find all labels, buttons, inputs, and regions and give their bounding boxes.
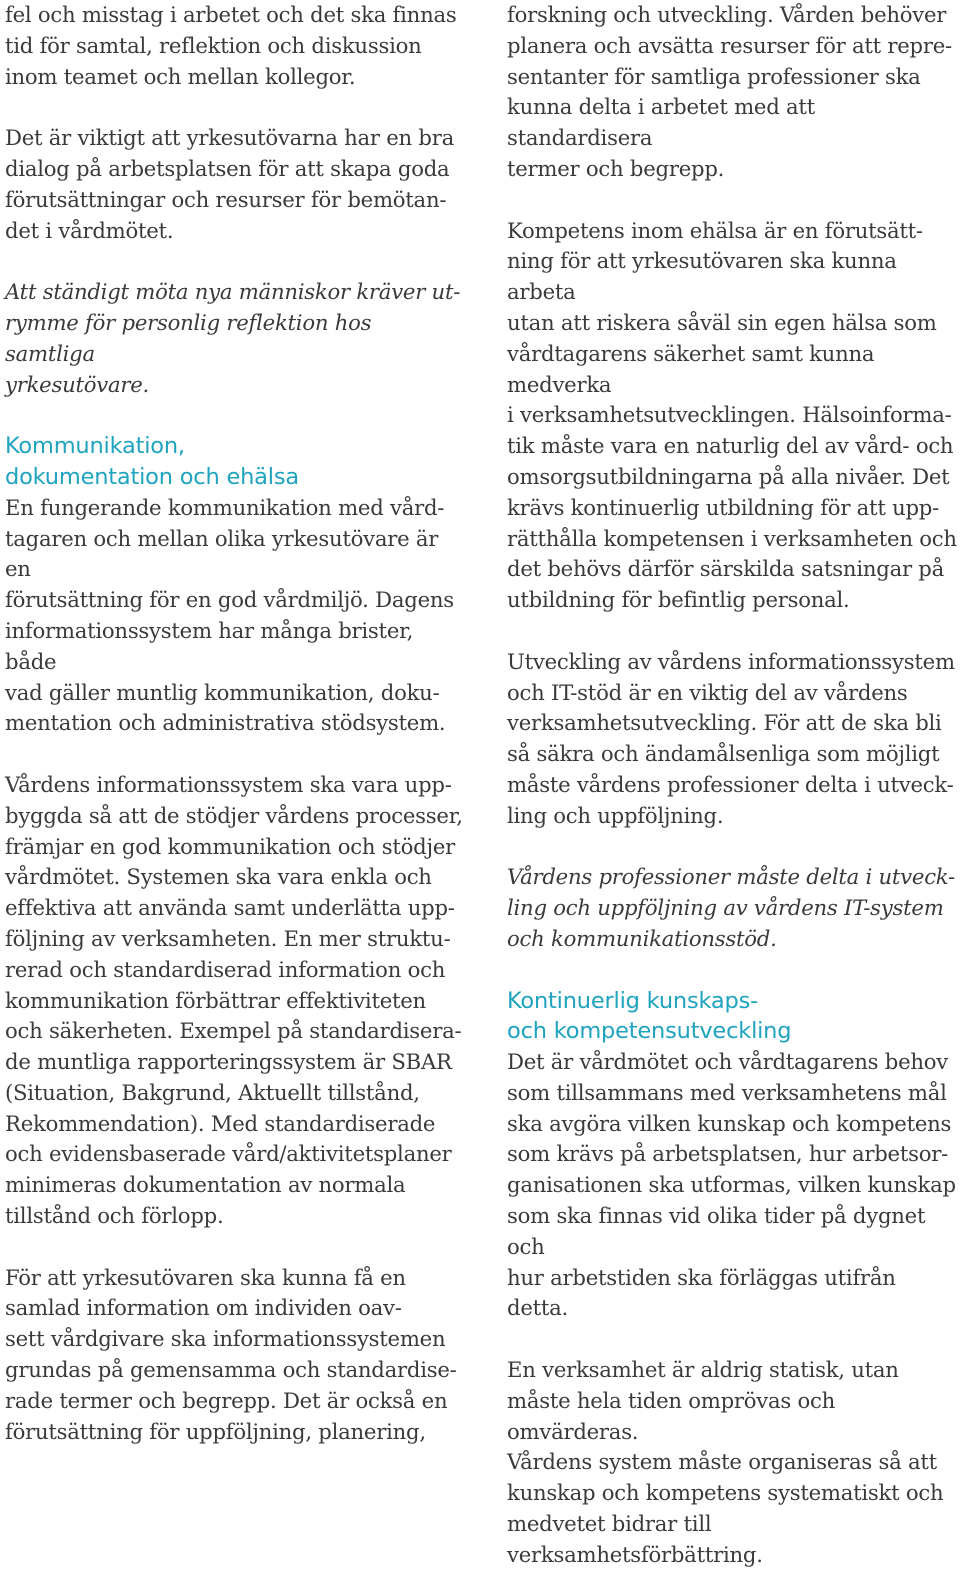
paragraph-it-development: Utveckling av vårdens informationssystem och IT-stöd är en viktig del av vårdens verksamhetsutveckling. För att de ska bli så säkra och ändamålsenliga som möjligt måste vårdens professioner delta i utveck- ling och uppföljning. (507, 648, 955, 828)
italic-quote-reflection: Att ständigt möta nya människor kräver ut- rymme för personlig reflektion hos samtliga yrkesutövare. (5, 279, 461, 397)
paragraph-communication-intro: En fungerande kommunikation med vård- tagaren och mellan olika yrkesutövare är en förutsättning för en god vårdmiljö. Dagens informationssystem har många brister, både vad gäller muntlig kommunikation, doku- mentation och administrativa stödsystem. (5, 494, 454, 736)
paragraph-ehealth-competence: Kompetens inom ehälsa är en förutsätt- ning för att yrkesutövaren ska kunna arbeta utan att riskera såväl sin egen hälsa som vårdtagarens säkerhet samt kunna medverka i verksamhetsutvecklingen. Hälsoinforma- tik måste vara en naturlig del av vård- och omsorgsutbildningarna på alla nivåer. Det krävs kontinuerlig utbildning för att upp- rätthålla kompetensen i verksamheten och det behövs därför särskilda satsningar på utbildning för befintlig personal. (507, 217, 957, 613)
section-heading-communication: Kommunikation, dokumentation och ehälsa (5, 433, 299, 490)
right-column (507, 0, 957, 1571)
paragraph-shared-terms: För att yrkesutövaren ska kunna få en samlad information om individen oav- sett vårdgivare ska informationssystemen grundas på gemensamma och standardise- rade termer och begrepp. Det är också en förutsättning för uppföljning, planering, (5, 1264, 457, 1444)
paragraph-care-meeting-needs: Det är vårdmötet och vårdtagarens behov som tillsammans med verksamhetens mål ska avgöra vilken kunskap och kompetens som krävs på arbetsplatsen, hur arbetsor- ganisationen ska utformas, vilken kunskap som ska finnas vid olika tider på dygnet och hur arbetstiden ska förläggas utifrån detta. (507, 1049, 956, 1321)
left-column (5, 0, 465, 1447)
paragraph-research-development: forskning och utveckling. Vården behöver planera och avsätta resurser för att repre- sentanter för samtliga professioner ska kunna delta i arbetet med att standardisera termer och begrepp. (507, 2, 952, 181)
paragraph-organisation-change: En verksamhet är aldrig statisk, utan måste hela tiden omprövas och omvärderas. Vårdens system måste organiseras så att kunskap och kompetens systematiskt och medvetet bidrar till verksamhetsförbättring. (507, 1357, 944, 1567)
paragraph-information-systems: Vårdens informationssystem ska vara upp- byggda så att de stödjer vårdens processer, främjar en god kommunikation och stödjer vårdmötet. Systemen ska vara enkla och effektiva att använda samt underlätta upp- följning av verksamheten. En mer struktu- rerad och standardiserad information och kommunikation förbättrar effektiviteten och säkerheten. Exempel på standardisera- de muntliga rapporteringssystem är SBAR (Situation, Bakgrund, Aktuellt tillstånd, Rekommendation). Med standardiserade och evidensbaserade vård/aktivitetsplaner minimeras dokumentation av normala tillstånd och förlopp. (5, 771, 463, 1229)
paragraph-workplace-dialog: Det är viktigt att yrkesutövarna har en bra dialog på arbetsplatsen för att skapa goda förutsättningar och resurser för bemötan- det i vårdmötet. (5, 125, 454, 243)
paragraph-reflection-time: fel och misstag i arbetet och det ska finnas tid för samtal, reflektion och diskussion inom teamet och mellan kollegor. (5, 2, 457, 89)
italic-quote-professions: Vårdens professioner måste delta i utveck- ling och uppföljning av vårdens IT-system och kommunikationsstöd. (507, 864, 955, 951)
section-heading-competence: Kontinuerlig kunskaps- och kompetensutveckling (507, 987, 792, 1045)
